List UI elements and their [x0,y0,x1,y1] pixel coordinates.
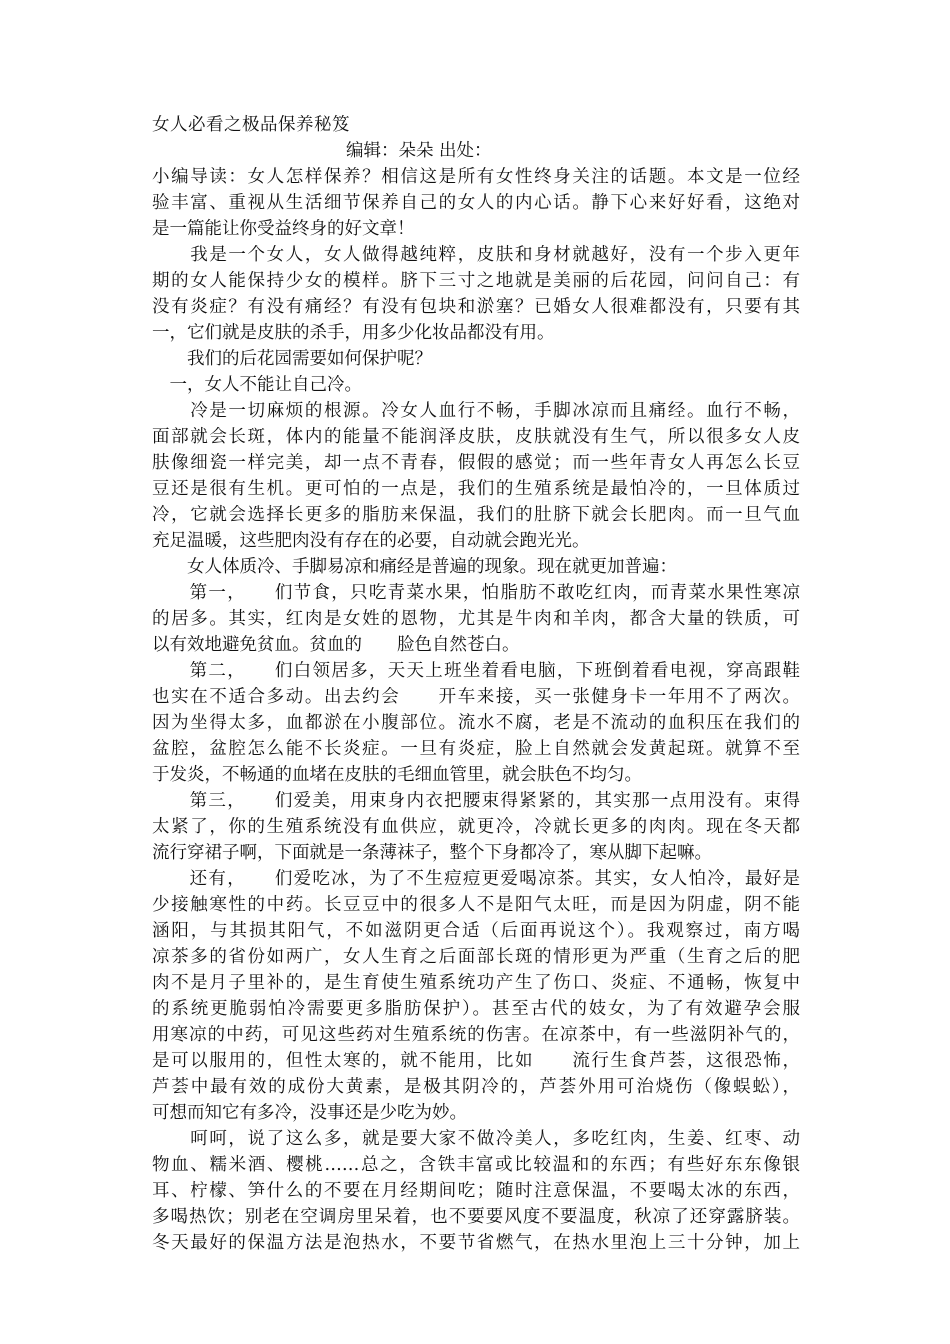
text-line: 冷，它就会选择长更多的脂肪来保温，我们的肚脐下就会长肥肉。而一旦气血 [152,505,800,525]
text-line: 面部就会长斑，体内的能量不能润泽皮肤，皮肤就没有生气，所以很多女人皮 [152,427,800,447]
text-line: 一，它们就是皮肤的杀手，用多少化妆品都没有用。 [152,323,555,343]
byline: 编辑：朵朵 出处： [346,141,492,161]
text-line: 的系统更脆弱怕冷需要更多脂肪保护）。甚至古代的妓女，为了有效避孕会服 [152,999,800,1019]
text-line: 凉茶多的省份如两广，女人生育之后面部长斑的情形更为严重（生育之后的肥 [152,947,800,967]
text-line: 以有效地避免贫血。贫血的 脸色自然苍白。 [152,635,520,655]
text-line: 第二， 们白领居多，天天上班坐着看电脑，下班倒着看电视，穿高跟鞋 [152,661,800,681]
text-line: 冬天最好的保温方法是泡热水，不要节省燃气，在热水里泡上三十分钟，加上 [152,1233,800,1253]
text-line: 还有， 们爱吃冰，为了不生痘痘更爱喝凉茶。其实，女人怕冷，最好是 [152,869,800,889]
text-line: 我们的后花园需要如何保护呢？ [152,349,432,369]
document-title: 女人必看之极品保养秘笈 [152,115,350,135]
text-line: 太紧了，你的生殖系统没有血供应，就更冷，冷就长更多的肉肉。现在冬天都 [152,817,800,837]
text-line: 多喝热饮；别老在空调房里呆着，也不要要风度不要温度，秋凉了还穿露脐装。 [152,1207,800,1227]
text-line: 豆还是很有生机。更可怕的一点是，我们的生殖系统是最怕冷的，一旦体质过 [152,479,800,499]
text-line: 的居多。其实，红肉是女姓的恩物，尤其是牛肉和羊肉，都含大量的铁质，可 [152,609,800,629]
text-line: 盆腔，盆腔怎么能不长炎症。一旦有炎症，脸上自然就会发黄起斑。就算不至 [152,739,800,759]
text-line: 呵呵，说了这么多，就是要大家不做冷美人，多吃红肉，生姜、红枣、动 [152,1129,800,1149]
text-line: 肉不是月子里补的，是生育使生殖系统功产生了伤口、炎症、不通畅，恢复中 [152,973,800,993]
text-line: 耳、柠檬、笋什么的不要在月经期间吃；随时注意保温，不要喝太冰的东西， [152,1181,800,1201]
text-line: 少接触寒性的中药。长豆豆中的很多人不是阳气太旺，而是因为阴虚，阴不能 [152,895,800,915]
text-line: 没有炎症？有没有痛经？有没有包块和淤塞？已婚女人很难都没有，只要有其 [152,297,800,317]
text-line: 可想而知它有多冷，没事还是少吃为妙。 [152,1103,467,1123]
text-line: 涵阳，与其损其阳气，不如滋阴更合适（后面再说这个）。我观察过，南方喝 [152,921,800,941]
document-page [152,112,800,1256]
text-line: 验丰富、重视从生活细节保养自己的女人的内心话。静下心来好好看，这绝对 [152,193,800,213]
text-line: 肤像细瓷一样完美，却一点不青春，假假的感觉；而一些年青女人再怎么长豆 [152,453,800,473]
section-heading: 一，女人不能让自己冷。 [152,375,362,395]
text-line: 女人体质冷、手脚易凉和痛经是普遍的现象。现在就更加普遍： [152,557,677,577]
text-line: 用寒凉的中药，可见这些药对生殖系统的伤害。在凉茶中，有一些滋阴补气的， [152,1025,800,1045]
text-line: 小编导读：女人怎样保养？相信这是所有女性终身关注的话题。本文是一位经 [152,167,800,187]
text-line: 期的女人能保持少女的模样。脐下三寸之地就是美丽的后花园，问问自己：有 [152,271,800,291]
text-line: 芦荟中最有效的成份大黄素，是极其阴冷的，芦荟外用可治烧伤（像蜈蚣）， [152,1077,800,1097]
text-line: 充足温暖，这些肥肉没有存在的必要，自动就会跑光光。 [152,531,590,551]
text-line: 因为坐得太多，血都淤在小腹部位。流水不腐，老是不流动的血积压在我们的 [152,713,800,733]
text-line: 也实在不适合多动。出去约会 开车来接，买一张健身卡一年用不了两次。 [152,687,800,707]
text-line: 第一， 们节食，只吃青菜水果，怕脂肪不敢吃红肉，而青菜水果性寒凉 [152,583,800,603]
text-line: 物血、糯米酒、樱桃……总之，含铁丰富或比较温和的东西；有些好东东像银 [152,1155,800,1175]
text-line: 冷是一切麻烦的根源。冷女人血行不畅，手脚冰凉而且痛经。血行不畅， [152,401,800,421]
text-line: 流行穿裙子啊，下面就是一条薄袜子，整个下身都冷了，寒从脚下起嘛。 [152,843,712,863]
text-line: 是一篇能让你受益终身的好文章！ [152,219,415,239]
text-line: 于发炎，不畅通的血堵在皮肤的毛细血管里，就会肤色不均匀。 [152,765,642,785]
text-line: 第三， 们爱美，用束身内衣把腰束得紧紧的，其实那一点用没有。束得 [152,791,800,811]
text-line: 我是一个女人，女人做得越纯粹，皮肤和身材就越好，没有一个步入更年 [152,245,800,265]
text-line: 是可以服用的，但性太寒的，就不能用，比如 流行生食芦荟，这很恐怖， [152,1051,800,1071]
